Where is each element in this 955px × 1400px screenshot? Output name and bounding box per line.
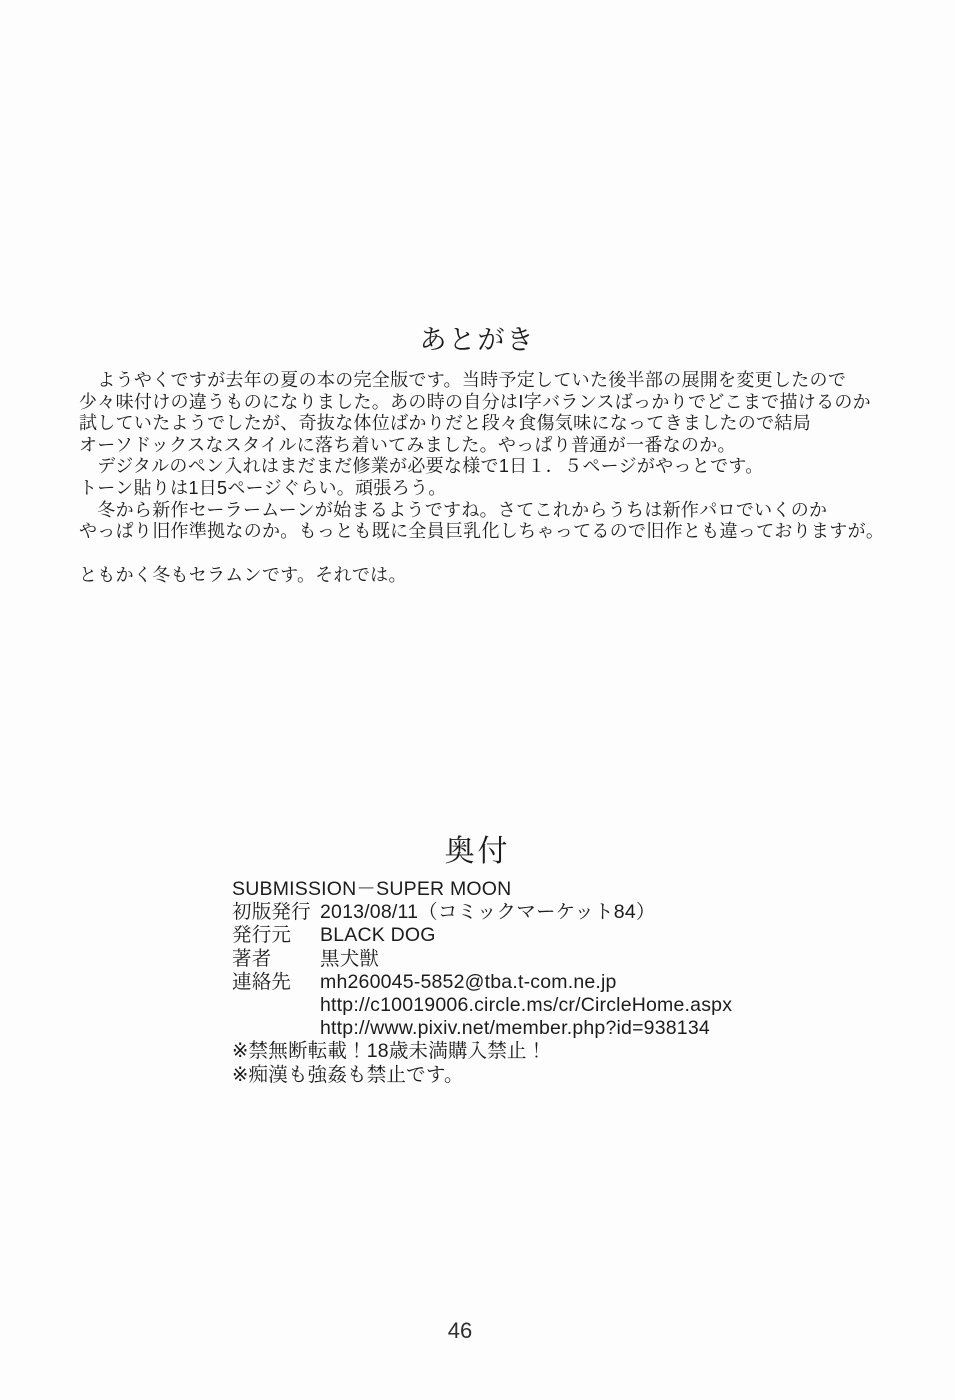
afterword-line: 冬から新作セーラームーンが始まるようですね。さてこれからうちは新作パロでいくのか [79, 499, 828, 520]
colophon-label: 発行元 [232, 924, 292, 947]
first-edition-date: 2013/08/11（コミックマーケット84） [320, 901, 656, 924]
book-title: SUBMISSION－SUPER MOON [232, 878, 512, 900]
afterword-line: オーソドックスなスタイルに落ち着いてみました。やっぱり普通が一番なのか。 [79, 434, 736, 455]
afterword-body [79, 370, 899, 586]
colophon-row-publisher [232, 924, 882, 947]
colophon-block [232, 878, 882, 1087]
afterword-line: 試していたようでしたが、奇抜な体位ばかりだと段々食傷気味になってきましたので結局 [79, 413, 811, 434]
circle-url: http://c10019006.circle.ms/cr/CircleHome.aspx [320, 994, 733, 1017]
afterword-closing-line: ともかく冬もセラムンです。それでは。 [79, 564, 407, 585]
colophon-row-first-edition [232, 901, 882, 924]
pixiv-url: http://www.pixiv.net/member.php?id=938134 [320, 1017, 710, 1040]
page-number: 46 [447, 1318, 473, 1343]
afterword-line: 少々味付けの違うものになりました。あの時の自分はⅠ字バランスばっかりでどこまで描けるのか [79, 391, 871, 412]
colophon-label: 初版発行 [232, 901, 311, 924]
contact-email: mh260045-5852@tba.t-com.ne.jp [320, 970, 617, 993]
afterword-line: やっぱり旧作準拠なのか。もっとも既に全員巨乳化しちゃってるので旧作とも違っておりますが。 [79, 521, 885, 542]
afterword-heading: あとがき [419, 325, 536, 355]
afterword-line: ようやくですが去年の夏の本の完全版です。当時予定していた後半部の展開を変更したので [79, 370, 847, 390]
notice-disclaimer: ※痴漢も強姦も禁止です。 [232, 1063, 464, 1086]
notice-no-reprint: ※禁無断転載！18歳未満購入禁止！ [232, 1040, 547, 1063]
colophon-label: 連絡先 [232, 970, 292, 993]
colophon-label: 著者 [232, 947, 272, 970]
author-name: 黒犬獣 [320, 947, 380, 970]
publisher-name: BLACK DOG [320, 924, 436, 947]
colophon-row-contact [232, 971, 882, 994]
afterword-line: デジタルのペン入れはまだまだ修業が必要な様で1日１．５ページがやっとです。 [79, 456, 764, 477]
colophon-row-author [232, 948, 882, 971]
afterword-line: トーン貼りは1日5ページぐらい。頑張ろう。 [79, 477, 447, 498]
colophon-heading: 奥付 [444, 835, 511, 868]
